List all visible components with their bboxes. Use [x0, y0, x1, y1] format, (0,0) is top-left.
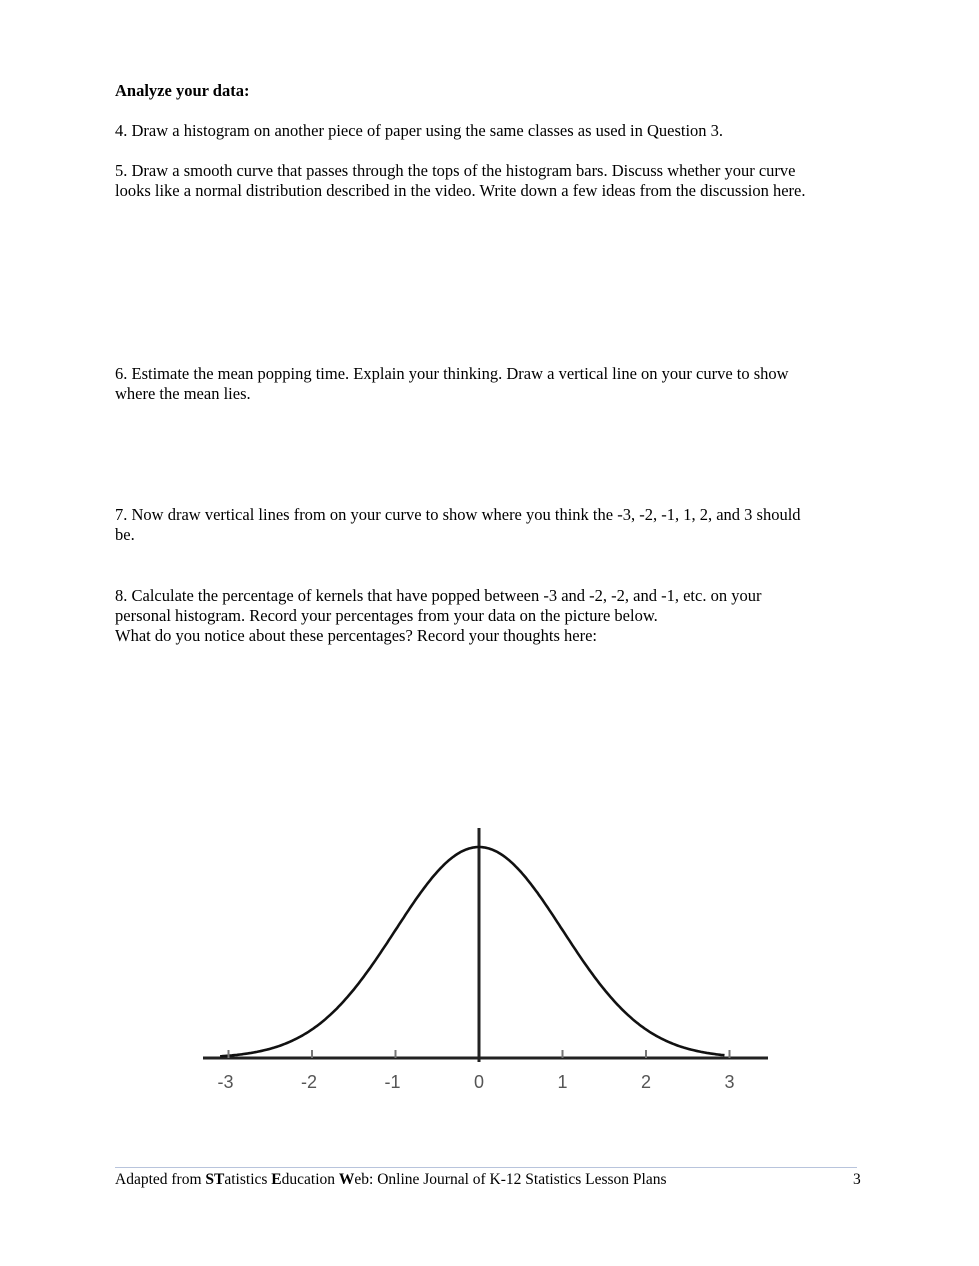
footer-credit [115, 1170, 667, 1190]
bell-curve [220, 847, 724, 1056]
question-line: personal histogram. Record your percentages from your data on the picture below. [115, 606, 658, 625]
tick-label: -3 [217, 1072, 234, 1092]
question-line: looks like a normal distribution described in the video. Write down a few ideas from the discussion here. [115, 181, 806, 200]
tick-label: 0 [473, 1072, 485, 1092]
question-6 [115, 364, 875, 404]
section-heading: Analyze your data: [115, 81, 250, 100]
question-line: be. [115, 525, 135, 544]
question-7 [115, 505, 875, 545]
question-4 [115, 121, 875, 141]
footer-w: W [338, 1171, 355, 1188]
tick-label: 3 [724, 1072, 735, 1092]
x-axis-ticks [217, 1050, 734, 1092]
normal-distribution-figure [195, 820, 785, 1100]
tick-label: 2 [640, 1072, 652, 1092]
question-line: 8. Calculate the percentage of kernels that have popped between -3 and -2, -2, and -1, etc. on your [115, 586, 762, 605]
tick-label: -2 [300, 1072, 318, 1092]
footer-ducation: ducation [281, 1171, 339, 1188]
tick-label: -1 [384, 1072, 401, 1092]
footer-rest: eb: Online Journal of K-12 Statistics Lesson Plans [354, 1171, 667, 1188]
question-line: 5. Draw a smooth curve that passes through the tops of the histogram bars. Discuss whether your curve [115, 161, 796, 180]
tick-label: 1 [557, 1072, 568, 1092]
footer-e: E [271, 1171, 282, 1188]
page-number: 3 [853, 1171, 861, 1188]
footer-divider [115, 1167, 857, 1168]
question-5 [115, 161, 875, 201]
question-line: 6. Estimate the mean popping time. Explain your thinking. Draw a vertical line on your curve to show [115, 364, 789, 383]
question-line: What do you notice about these percentages? Record your thoughts here: [115, 626, 598, 645]
footer-atistics: atistics [224, 1171, 272, 1188]
question-line: where the mean lies. [115, 384, 251, 403]
footer-st: ST [205, 1171, 225, 1188]
footer-prefix: Adapted from [115, 1171, 206, 1188]
question-line: 4. Draw a histogram on another piece of paper using the same classes as used in Question 3. [115, 121, 724, 140]
question-line: 7. Now draw vertical lines from on your curve to show where you think the -3, -2, -1, 1, 2, and 3 should [115, 505, 801, 524]
question-8 [115, 586, 875, 646]
